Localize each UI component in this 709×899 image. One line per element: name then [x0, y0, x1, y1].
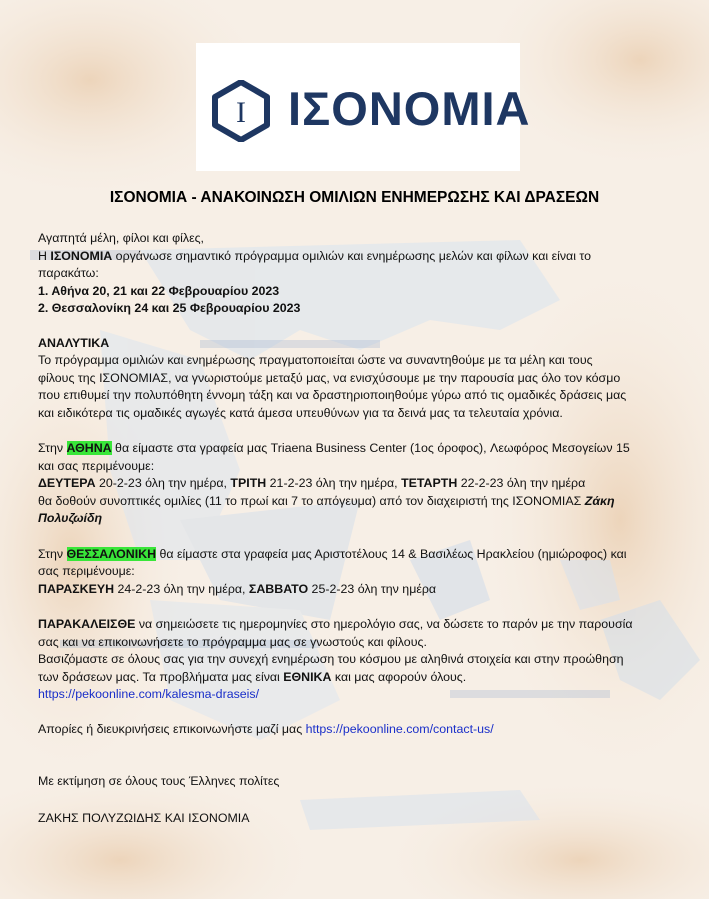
intro-line-cont: παρακάτω:: [38, 266, 99, 280]
logo: [196, 43, 531, 171]
logo-text: ΙΣΟΝΟΜΙΑ: [288, 82, 531, 135]
document-title: ΙΣΟΝΟΜΙΑ - ΑΝΑΚΟΙΝΩΣΗ ΟΜΙΛΙΩΝ ΕΝΗΜΕΡΩΣΗΣ ΚΑΙ ΔΡΑΣΕΩΝ: [109, 189, 600, 206]
athens-line: Στην ΑΘΗΝΑ θα είμαστε στα γραφεία μας Triaena Business Center (1ος όροφος), Λεωφόρος Μεσογείων 15: [38, 441, 630, 455]
logo-mark: Ι: [236, 96, 246, 129]
closing-link-row: [38, 686, 678, 704]
athens-talks: θα δοθούν συνοπτικές ομιλίες (11 το πρωί και 7 το απόγευμα) από τον διαχειριστή της ΙΣΟΝΟΜΙΑΣ Ζάκη: [38, 494, 615, 508]
closing-line: Βασιζόμαστε σε όλους σας για την συνεχή ενημέρωση του κόσμου με αληθινά στοιχεία και στην προώθηση: [38, 652, 624, 666]
athens-line-cont: και σας περιμένουμε:: [38, 459, 155, 473]
thessaloniki-highlight: ΘΕΣΣΑΛΟΝΙΚΗ: [66, 547, 157, 561]
details-line: και ειδικότερα τις ομαδικές αγωγές κατά άμεσα υπευθύνων για τα δεινά μας τα τελευταία χρόνια.: [38, 406, 563, 420]
athens-highlight: ΑΘΗΝΑ: [66, 441, 112, 455]
contact-link[interactable]: https://pekoonline.com/contact-us/: [305, 722, 494, 736]
closing-line: ΠΑΡΑΚΑΛΕΙΣΘΕ να σημειώσετε τις ημερομηνίες στο ημερολόγιο σας, να δώσετε το παρόν με την παρουσία: [38, 617, 633, 631]
closing-line: σας και να επικοινωνήσετε το πρόγραμμα μας σε γνωστούς και φίλους.: [38, 635, 427, 649]
kalesma-link[interactable]: https://pekoonline.com/kalesma-draseis/: [38, 687, 260, 701]
details-line: Το πρόγραμμα ομιλιών και ενημέρωσης πραγματοποιείται ώστε να συναντηθούμε με τα μέλη και τους: [38, 353, 593, 367]
details-heading: ΑΝΑΛΥΤΙΚΑ: [38, 336, 110, 350]
regards-line: Με εκτίμηση σε όλους τους Έλληνες πολίτες: [38, 774, 280, 788]
contact-line: Απορίες ή διευκρινήσεις επικοινωνήστε μαζί μας https://pekoonline.com/contact-us/: [38, 722, 494, 736]
thessaloniki-line: Στην ΘΕΣΣΑΛΟΝΙΚΗ θα είμαστε στα γραφεία μας Αριστοτέλους 14 & Βασιλέως Ηρακλείου (ημιώροφος) και: [38, 547, 627, 561]
athens-speaker: Πολυζωίδη: [38, 511, 103, 525]
intro-greeting: Αγαπητά μέλη, φίλοι και φίλες,: [38, 231, 205, 245]
event-item-1: 1. Αθήνα 20, 21 και 22 Φεβρουαρίου 2023: [38, 284, 280, 298]
signature: ΖΑΚΗΣ ΠΟΛΥΖΩΙΔΗΣ ΚΑΙ ΙΣΟΝΟΜΙΑ: [38, 811, 250, 825]
thessaloniki-dates: ΠΑΡΑΣΚΕΥΗ 24-2-23 όλη την ημέρα, ΣΑΒΒΑΤΟ 25-2-23 όλη την ημέρα: [38, 582, 437, 596]
intro-line: Η ΙΣΟΝΟΜΙΑ οργάνωσε σημαντικό πρόγραμμα ομιλιών και ενημέρωσης μελών και φίλων και είναι το: [38, 249, 592, 263]
closing-line: των δράσεων μας. Τα προβλήματα μας είναι ΕΘΝΙΚΑ και μας αφορούν όλους.: [38, 670, 467, 684]
details-line: φίλους της ΙΣΟΝΟΜΙΑΣ, να γνωριστούμε μεταξύ μας, να ενισχύσουμε με την παρουσία μας όλο τον κόσμο: [38, 371, 621, 385]
athens-dates: ΔΕΥΤΕΡΑ 20-2-23 όλη την ημέρα, ΤΡΙΤΗ 21-2-23 όλη την ημέρα, ΤΕΤΑΡΤΗ 22-2-23 όλη την ημέρα: [38, 476, 586, 490]
logo-hexagon-icon: [210, 80, 272, 142]
event-item-2: 2. Θεσσαλονίκη 24 και 25 Φεβρουαρίου 2023: [38, 301, 301, 315]
details-line: που επιθυμεί την πολυπόθητη έννομη τάξη και να δραστηριοποιηθούμε γύρω από τις ομαδικές δράσεις μας: [38, 388, 627, 402]
thessaloniki-line-cont: σας περιμένουμε:: [38, 564, 135, 578]
